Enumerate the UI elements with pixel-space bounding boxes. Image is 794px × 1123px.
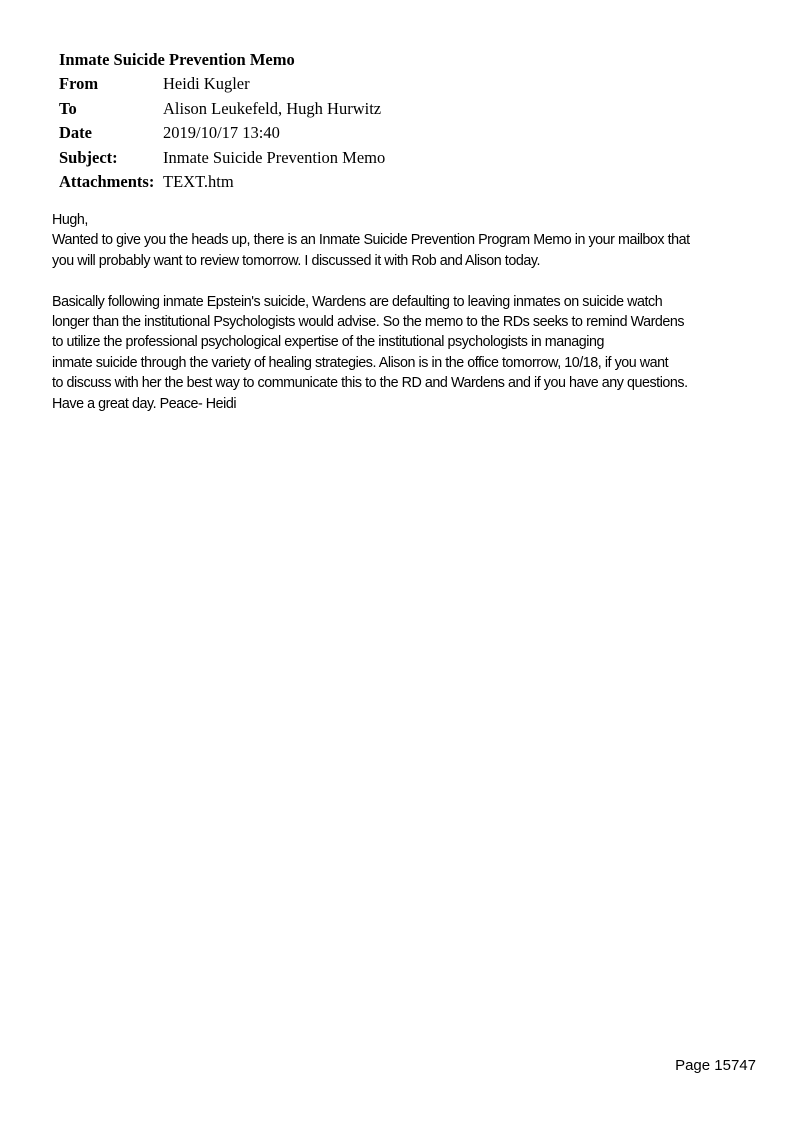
paragraph-1-line-1: Wanted to give you the heads up, there is an Inmate Suicide Prevention Program Memo in your mailbox that — [52, 232, 690, 249]
email-title: Inmate Suicide Prevention Memo — [59, 50, 295, 69]
subject-label: Subject: — [59, 147, 118, 167]
paragraph-2-line-5: to discuss with her the best way to communicate this to the RD and Wardens and if you have any questions. — [52, 375, 688, 392]
paragraph-2-line-1: Basically following inmate Epstein's suicide, Wardens are defaulting to leaving inmates on suicide watch — [52, 293, 663, 310]
email-body — [52, 210, 762, 414]
page-number: Page 15747 — [675, 1057, 756, 1074]
subject-value: Inmate Suicide Prevention Memo — [163, 147, 386, 167]
to-row — [59, 97, 385, 121]
sign-off: Have a great day. Peace- Heidi — [52, 395, 237, 412]
paragraph-1-line-2: you will probably want to review tomorrow. I discussed it with Rob and Alison today. — [52, 252, 540, 269]
attachment-link[interactable]: TEXT.htm — [163, 171, 234, 191]
from-label: From — [59, 74, 99, 94]
date-row — [59, 121, 385, 145]
attachments-row — [59, 170, 385, 194]
date-value: 2019/10/17 13:40 — [163, 123, 280, 143]
paragraph-spacer — [52, 271, 762, 291]
from-row — [59, 72, 385, 96]
paragraph-2-line-2: longer than the institutional Psychologists would advise. So the memo to the RDs seeks to remind Wardens — [52, 313, 685, 330]
from-value: Heidi Kugler — [163, 74, 250, 94]
date-label: Date — [59, 123, 92, 143]
to-label: To — [59, 98, 77, 118]
greeting: Hugh, — [52, 212, 88, 228]
paragraph-2-line-4: inmate suicide through the variety of healing strategies. Alison is in the office tomorrow, 10/18, if you want — [52, 354, 669, 371]
to-value: Alison Leukefeld, Hugh Hurwitz — [163, 98, 382, 118]
paragraph-2-line-3: to utilize the professional psychological expertise of the institutional psychologists in managing — [52, 334, 604, 351]
attachments-label: Attachments: — [59, 171, 155, 191]
email-header — [59, 48, 385, 194]
subject-row — [59, 146, 385, 170]
